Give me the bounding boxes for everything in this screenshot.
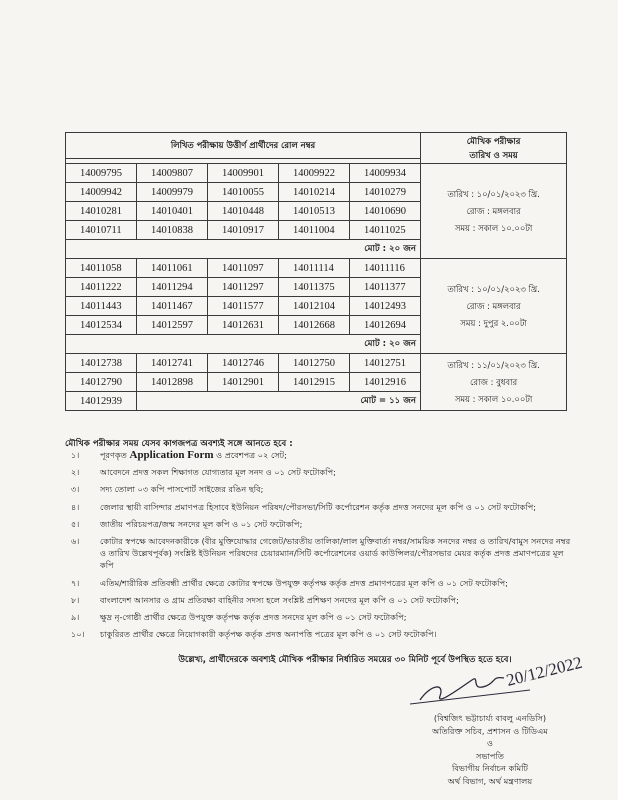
document-item (65, 501, 575, 513)
roll-cell: 14011025 (350, 221, 421, 240)
schedule-day: রোজ : বুধবার (470, 376, 518, 387)
schedule-day: রোজ : মঙ্গলবার (466, 205, 521, 216)
roll-cell: 14010917 (208, 221, 279, 240)
roll-cell: 14012790 (66, 373, 137, 392)
viva-schedule-header (421, 133, 567, 164)
roll-cell: 14012746 (208, 354, 279, 373)
signatory-office: অর্থ বিভাগ, অর্থ মন্ত্রণালয় (447, 775, 533, 786)
document-item (65, 594, 575, 606)
group-total: মোট : ২০ জন (66, 240, 421, 259)
schedule-date: তারিখ : ১০/০১/২০২৩ খ্রি. (447, 188, 540, 199)
documents-heading: মৌখিক পরীক্ষার সময় যেসব কাগজপত্র অবশ্যই সঙ্গে আনতে হবে : (65, 439, 293, 449)
roll-cell: 14011114 (279, 259, 350, 278)
documents-list (65, 449, 575, 640)
item-text: কোটার স্বপক্ষে আবেদনকারীকে (বীর মুক্তিযোদ্ধার গেজেট/ভারতীয় তালিকা/লাল মুক্তিবার্তা নম্বর/সাময়িক সনদের নম্বর ও তারিখ/বামুস সনদের নম্বর ও তারিখ উল্লেখপূর্বক) সংশ্লিষ্ট ইউনিয়ন পরিষদের চেয়ারম্যান/সিটি কর্পোরেশনের ওয়ার্ড কাউন্সিলর/পৌরসভার মেয়র কর্তৃক প্রদত্ত প্রমাণপত্রের মূল কপি (100, 536, 571, 571)
roll-cell: 14011294 (137, 278, 208, 297)
signatory-block (400, 712, 580, 788)
table-row (66, 354, 567, 373)
item-text: আবেদনে প্রদত্ত সকল শিক্ষাগত যোগ্যতার মূল সনদ ও ০১ সেট ফটোকপি; (100, 467, 336, 478)
item-number: ৩। (71, 484, 80, 495)
item-number: ১। (71, 450, 80, 460)
roll-cell: 14012738 (66, 354, 137, 373)
schedule-time: সময় : সকাল ১০.০০টা (454, 222, 533, 233)
roll-cell: 14012631 (208, 316, 279, 335)
item-number: ৫। (71, 518, 80, 529)
document-item (65, 466, 575, 478)
handwritten-date: 20/12/2022 (504, 652, 585, 690)
roll-cell: 14011375 (279, 278, 350, 297)
roll-cell: 14012750 (279, 354, 350, 373)
roll-cell: 14011297 (208, 278, 279, 297)
roll-cell: 14012694 (350, 316, 421, 335)
roll-cell: 14009795 (66, 164, 137, 183)
item-number: ৮। (71, 594, 80, 605)
group-total: মোট = ১১ জন (137, 392, 421, 411)
roll-cell: 14012493 (350, 297, 421, 316)
item-number: ৬। (71, 536, 80, 547)
signatory-committee: বিভাগীয় নির্বাচন কমিটি (452, 763, 528, 774)
item-text: সদ্য তোলা ০৩ কপি পাসপোর্ট সাইজের রঙিন ছবি; (100, 484, 264, 495)
document-item (65, 535, 575, 572)
roll-cell: 14010279 (350, 183, 421, 202)
roll-cell: 14012668 (279, 316, 350, 335)
roll-cell: 14009942 (66, 183, 137, 202)
table-row (66, 164, 567, 183)
document-item (65, 449, 575, 461)
roll-cell: 14010690 (350, 202, 421, 221)
roll-cell: 14011116 (350, 259, 421, 278)
roll-cell: 14010401 (137, 202, 208, 221)
roll-cell: 14010214 (279, 183, 350, 202)
signatory-title: অতিরিক্ত সচিব, প্রশাসন ও টিডিএম (432, 725, 548, 736)
handwritten-signature (400, 630, 590, 710)
table-row (66, 259, 567, 278)
roll-cell: 14009922 (279, 164, 350, 183)
roll-cell: 14012901 (208, 373, 279, 392)
item-number: ৪। (71, 501, 80, 512)
item-text-before: পূরণকৃত (100, 450, 130, 460)
viva-schedule-cell (421, 164, 567, 259)
schedule-date: তারিখ : ১১/০১/২০২৩ খ্রি. (447, 359, 540, 370)
roll-cell: 14009807 (137, 164, 208, 183)
roll-cell: 14009934 (350, 164, 421, 183)
item-text: বাংলাদেশ আনসার ও গ্রাম প্রতিরক্ষা বাহিনীর সদস্য হলে সংশ্লিষ্ট প্রশিক্ষণ সনদের মূল কপি ও ০১ সেট ফটোকপি; (100, 594, 459, 605)
group-total: মোট : ২০ জন (66, 335, 421, 354)
written-pass-header: লিখিত পরীক্ষায় উত্তীর্ণ প্রার্থীদের রোল নম্বর (66, 133, 421, 159)
roll-cell: 14010513 (279, 202, 350, 221)
signatory-conj: ও (486, 738, 494, 749)
item-text: চাকুরিরত প্রার্থীর ক্ষেত্রে নিয়োগকারী কর্তৃপক্ষ কর্তৃক প্রদত্ত অনাপত্তি পত্রের মূল কপি ও ০১ সেট ফটোকপি। (100, 629, 437, 640)
roll-cell: 14010838 (137, 221, 208, 240)
item-number: ২। (71, 467, 80, 478)
roll-cell: 14012534 (66, 316, 137, 335)
item-number: ৭। (71, 577, 80, 588)
roll-cell: 14012741 (137, 354, 208, 373)
item-text-en: Application Form (129, 449, 214, 461)
roll-cell: 14009901 (208, 164, 279, 183)
roll-cell: 14010055 (208, 183, 279, 202)
viva-header-line1: মৌখিক পরীক্ষার (466, 136, 521, 146)
roll-cell: 14011061 (137, 259, 208, 278)
item-text: এতিম/শারীরিক প্রতিবন্ধী প্রার্থীর ক্ষেত্রে কোটার স্বপক্ষে উপযুক্ত কর্তৃপক্ষ কর্তৃক প্রদত্ত প্রমাণপত্রের মূল কপি ও ০১ সেট ফটোকপি; (100, 577, 508, 588)
roll-cell: 14011058 (66, 259, 137, 278)
roll-cell: 14012915 (279, 373, 350, 392)
roll-cell: 14009979 (137, 183, 208, 202)
item-text: জেলার স্থায়ী বাসিন্দার প্রমাণপত্র হিসাবে ইউনিয়ন পরিষদ/পৌরসভা/সিটি কর্পোরেশন কর্তৃক প্রদত্ত সনদের মূল কপি ও ০১ সেট ফটোকপি; (100, 501, 537, 512)
schedule-day: রোজ : মঙ্গলবার (466, 300, 521, 311)
schedule-time: সময় : দুপুর ২.০০টা (460, 317, 527, 328)
roll-cell: 14010281 (66, 202, 137, 221)
results-body (66, 164, 567, 411)
roll-cell: 14011467 (137, 297, 208, 316)
item-text: ক্ষুদ্র নৃ-গোষ্ঠী প্রার্থীর ক্ষেত্রে উপযুক্ত কর্তৃপক্ষ কর্তৃক প্রদত্ত সনদের মূল কপি ও ০১ সেট ফটোকপি; (100, 612, 407, 623)
item-text: জাতীয় পরিচয়পত্র/জন্ম সনদের মূল কপি ও ০১ সেট ফটোকপি; (100, 518, 303, 529)
roll-cell: 14012939 (66, 392, 137, 411)
roll-cell: 14012916 (350, 373, 421, 392)
item-text-after: ও প্রবেশপত্র ০২ সেট; (213, 450, 287, 460)
roll-cell: 14012597 (137, 316, 208, 335)
roll-cell: 14011004 (279, 221, 350, 240)
roll-cell: 14012104 (279, 297, 350, 316)
document-item (65, 518, 575, 530)
attendance-note: উল্লেখ্য, প্রার্থীদেরকে অবশ্যই মৌখিক পরীক্ষার নির্ধারিত সময়ের ৩০ মিনিট পূর্বে উপস্থিত হতে হবে। (178, 655, 512, 665)
schedule-date: তারিখ : ১০/০১/২০২৩ খ্রি. (447, 283, 540, 294)
document-item (65, 611, 575, 623)
viva-header-line2: তারিখ ও সময় (469, 150, 518, 160)
roll-cell: 14010448 (208, 202, 279, 221)
schedule-time: সময় : সকাল ১০.০০টা (454, 393, 533, 404)
roll-cell: 14010711 (66, 221, 137, 240)
roll-cell: 14012898 (137, 373, 208, 392)
item-number: ৯। (71, 612, 80, 623)
roll-cell: 14011577 (208, 297, 279, 316)
roll-cell: 14012751 (350, 354, 421, 373)
document-item (65, 483, 575, 495)
roll-cell: 14011377 (350, 278, 421, 297)
viva-schedule-cell (421, 354, 567, 411)
roll-cell: 14011222 (66, 278, 137, 297)
viva-schedule-cell (421, 259, 567, 354)
roll-cell: 14011443 (66, 297, 137, 316)
roll-cell: 14011097 (208, 259, 279, 278)
item-number: ১০। (71, 629, 85, 640)
signatory-role: সভাপতি (476, 750, 504, 761)
signatory-name: (বিশ্বজিৎ ভট্টাচার্য্য বাবলু এনডিসি) (433, 713, 547, 723)
results-table (65, 132, 567, 411)
document-item (65, 577, 575, 589)
